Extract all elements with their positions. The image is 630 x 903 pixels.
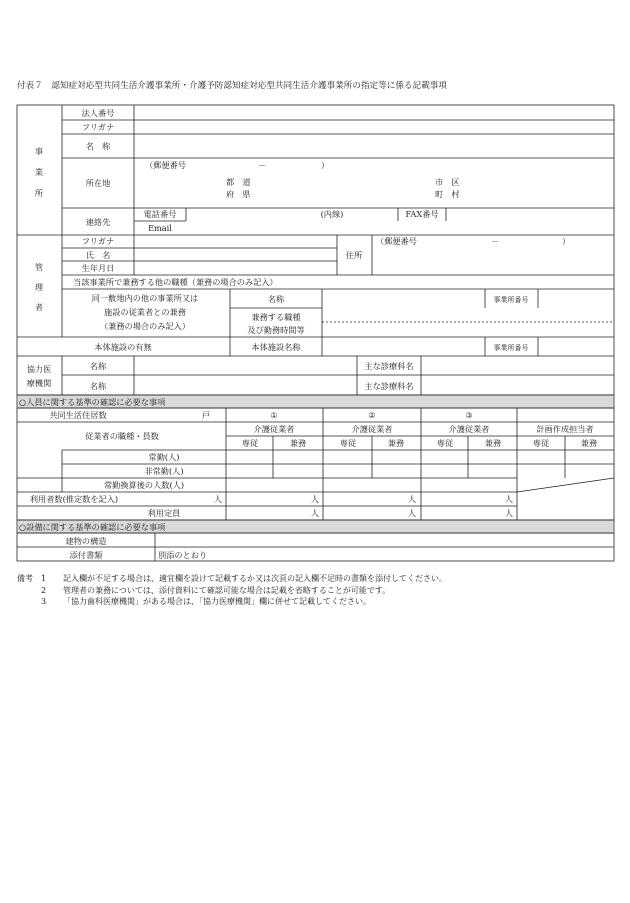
- note-num: 3: [41, 597, 47, 606]
- honntai-meisho: 本体施設名称: [251, 342, 301, 352]
- fax-label: FAX番号: [405, 209, 439, 219]
- note-text: 記入欄が不足する場合は、適宜欄を設けて記載するか又は次頁の記入欄不足時の書類を添付してください。: [63, 574, 447, 583]
- shikuchoson-2: 町 村: [435, 189, 460, 199]
- riyosha-nin-0: 人: [213, 494, 223, 504]
- senju-3: 専従: [436, 438, 454, 448]
- yubin-dash: －: [258, 160, 267, 170]
- kenmu-meisho: 名称: [267, 294, 285, 304]
- kyoryoku-label-1: 協力医: [26, 364, 52, 374]
- kanrisha-furigana: フリガナ: [81, 236, 115, 246]
- tenpu-label: 添付書類: [69, 550, 103, 560]
- kenmu-shokushu-1: 兼務する職種: [251, 312, 301, 322]
- kaigo-jugyosha-3: 介護従業者: [448, 424, 490, 434]
- kanrisha-jusho: 住所: [345, 250, 363, 260]
- kenmu-2: 兼務: [387, 438, 405, 448]
- form-title: 付表７ 認知症対応型共同生活介護事業所・介護予防認知症対応型共同生活介護事業所の指定等に係る記載事項: [17, 81, 448, 91]
- riyosha-nin-2: 人: [407, 494, 417, 504]
- yubin-close: ）: [321, 160, 330, 170]
- notes-head: 備考: [17, 574, 33, 583]
- ko-unit: 戸: [201, 410, 211, 420]
- hijokin-label: 非常勤(人): [144, 466, 184, 476]
- kozo-label: 建物の構造: [65, 536, 107, 546]
- kyoryoku-meisho-2: 名称: [89, 381, 107, 391]
- unit-num-3: ③: [465, 410, 473, 420]
- jugyosha-shokushu-label: 従業者の職種・員数: [85, 431, 159, 441]
- keikaku-label: 計画作成担当者: [536, 424, 594, 434]
- kyodo-seikatsu-label: 共同生活住居数: [49, 410, 107, 420]
- jinin-section-title: ○人員に関する基準の確認に必要な事項: [19, 397, 166, 407]
- kenmu-3: 兼務: [484, 438, 502, 448]
- kanrisha-label-3: 者: [34, 302, 44, 312]
- senju-4: 専従: [532, 438, 550, 448]
- kenmu-header: 当該事業所で兼務する他の職種（兼務の場合のみ記入）: [73, 277, 278, 287]
- note-item: [17, 596, 447, 608]
- kanrisha-yubin-close: ）: [562, 236, 571, 246]
- setsubi-section-title: ○設備に関する基準の確認に必要な事項: [19, 522, 166, 532]
- note-text: 「協力歯科医療機関」がある場合は、「協力医療機関」欄に併せて記載してください。: [63, 597, 371, 606]
- note-text: 管理者の兼務については、添付資料にて確認可能な場合は記載を省略することが可能です。: [63, 585, 391, 595]
- shikuchoson-1: 市 区: [435, 177, 460, 187]
- email-label: Email: [148, 223, 172, 233]
- kaigo-jugyosha-1: 介護従業者: [253, 424, 295, 434]
- kenmu-shokushu-2: 及び勤務時間等: [247, 325, 305, 335]
- jigyosho-label-2: 業: [34, 167, 44, 177]
- todofuken-1: 都 道: [226, 177, 251, 187]
- yubin-label: （郵便番号: [145, 160, 186, 170]
- kaigo-jugyosha-2: 介護従業者: [351, 424, 393, 434]
- kanrisha-shimei: 氏 名: [85, 250, 111, 260]
- notes-section: [17, 573, 447, 608]
- renrakusaki-label: 連絡先: [85, 217, 111, 227]
- riyosha-label: 利用者数(推定数を記入): [29, 494, 119, 504]
- riyosha-nin-1: 人: [310, 494, 320, 504]
- denwa-label: 電話番号: [143, 209, 177, 219]
- kyoryoku-shinryoka-1: 主な診療科名: [364, 361, 414, 371]
- kyoryoku-shinryoka-2: 主な診療科名: [364, 381, 414, 391]
- riyo-teiin-label: 利用定員: [147, 508, 181, 518]
- riyosha-nin-3: 人: [504, 494, 514, 504]
- kyoryoku-meisho-1: 名称: [89, 361, 107, 371]
- kenmu-4: 兼務: [580, 438, 598, 448]
- todofuken-2: 府 県: [226, 189, 251, 199]
- kyoryoku-label-2: 療機関: [26, 378, 52, 388]
- kenmu-1: 兼務: [289, 438, 307, 448]
- furigana-label: フリガナ: [81, 122, 115, 132]
- senju-2: 専従: [339, 438, 357, 448]
- dou-shikichi-3: （兼務の場合のみ記入）: [99, 321, 191, 331]
- honntai-jigyosho-bango: 事業所番号: [493, 344, 529, 352]
- meisho-label: 名 称: [85, 141, 111, 151]
- unit-num-1: ①: [270, 410, 278, 420]
- jokin-label: 常勤(人): [148, 452, 180, 462]
- kenmu-jigyosho-bango: 事業所番号: [493, 296, 529, 304]
- senju-1: 専従: [241, 438, 259, 448]
- kanrisha-seinengappi: 生年月日: [81, 263, 115, 273]
- naisen-label: (内線): [320, 209, 344, 219]
- betten-text: 別添のとおり: [158, 550, 208, 560]
- teiin-nin-2: 人: [407, 508, 417, 518]
- jigyosho-label-3: 所: [34, 188, 44, 198]
- kansan-label: 常勤換算後の人数(人): [103, 480, 185, 490]
- jigyosho-label-1: 事: [34, 146, 44, 156]
- note-item: [17, 573, 447, 585]
- teiin-nin-3: 人: [504, 508, 514, 518]
- kanrisha-yubin: （郵便番号: [376, 236, 417, 246]
- unit-num-2: ②: [368, 410, 376, 420]
- note-item: [17, 585, 447, 597]
- note-num: 1: [41, 574, 47, 583]
- shozaichi-label: 所在地: [85, 178, 111, 188]
- dou-shikichi-2: 施設の従業者との兼務: [104, 307, 186, 317]
- note-num: 2: [41, 585, 47, 595]
- teiin-nin-1: 人: [310, 508, 320, 518]
- dou-shikichi-1: 同一敷地内の他の事業所又は: [91, 293, 199, 303]
- hojin-bango-label: 法人番号: [81, 108, 115, 118]
- kanrisha-yubin-dash: －: [491, 236, 500, 246]
- kanrisha-label-2: 理: [34, 282, 44, 292]
- honntai-umu: 本体施設の有無: [94, 342, 152, 352]
- kanrisha-label-1: 管: [34, 262, 44, 272]
